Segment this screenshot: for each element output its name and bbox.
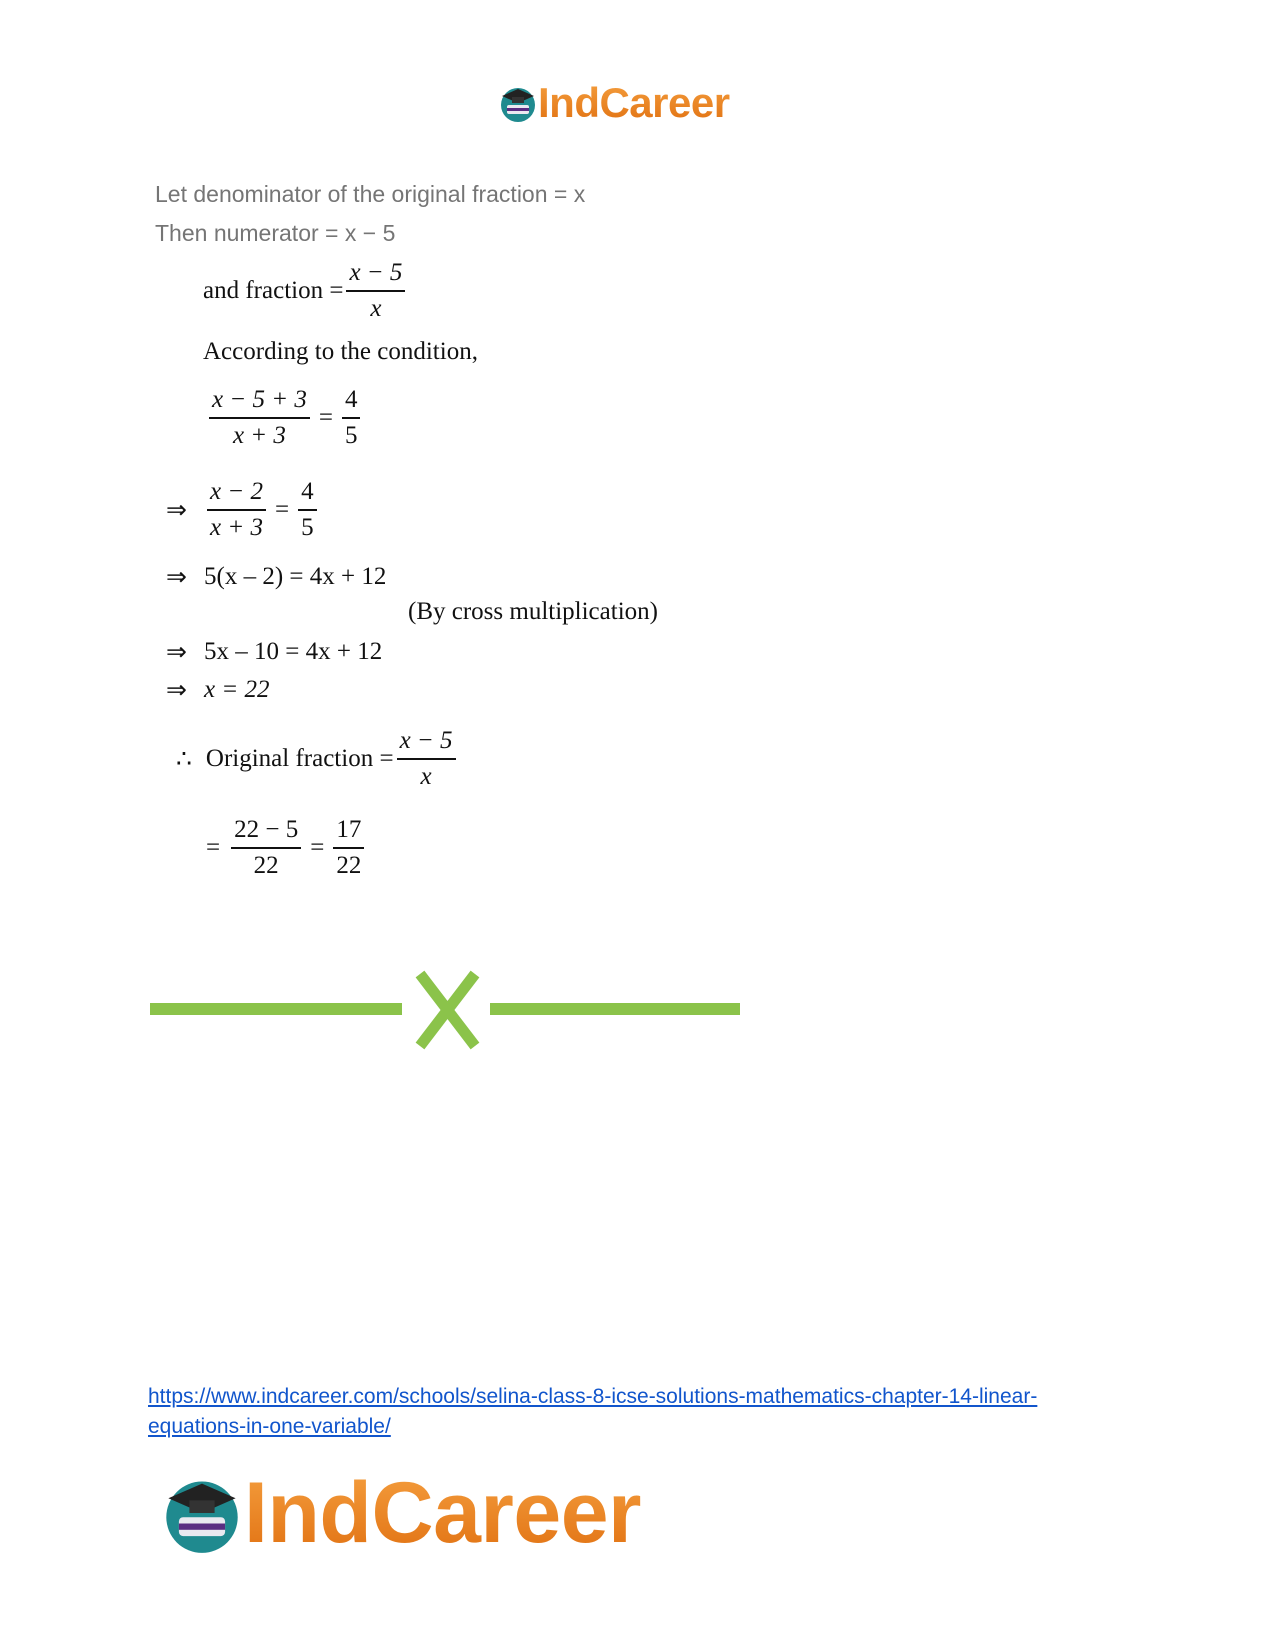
section-divider [150,970,750,1050]
equation-3 [166,562,386,592]
final-substituted-numerator: 22 − 5 [231,815,301,849]
equation-1-rhs-numerator: 4 [342,385,361,419]
graduation-book-icon [498,83,538,123]
header-logo [498,78,730,128]
original-fraction [176,726,459,792]
numerator-line: Then numerator = x − 5 [155,220,396,246]
divider-left-line [150,1003,402,1015]
source-link-line1[interactable]: https://www.indcareer.com/schools/selina-class-8-icse-solutions-mathematics-chapter-14-linear- [148,1385,1038,1408]
cross-multiplication-note: (By cross multiplication) [408,598,658,625]
equation-3-text: 5(x – 2) = 4x + 12 [204,563,387,590]
final-result-numerator: 17 [333,815,364,849]
final-answer [206,815,367,881]
equation-1-lhs-numerator: x − 5 + 3 [209,385,310,419]
fraction [346,258,405,324]
footer-logo [160,1464,641,1561]
graduation-book-icon [160,1471,244,1555]
equation-4-text: 5x – 10 = 4x + 12 [204,638,383,665]
equation-2-rhs [298,477,317,543]
equals-sign: = [310,834,325,861]
final-substituted-denominator: 22 [253,852,279,879]
final-fraction-substituted [231,815,301,881]
equation-5-text: x = 22 [204,676,270,703]
source-link[interactable] [148,1382,1037,1442]
equals-sign: = [274,496,290,523]
equation-4 [166,637,382,667]
fraction-denominator: x [370,295,382,322]
fraction-definition [203,258,408,324]
denominator-line: Let denominator of the original fraction = x [155,181,586,207]
equation-1-lhs-denominator: x + 3 [232,422,286,449]
equation-1-rhs-denominator: 5 [344,422,358,449]
source-link-line2[interactable]: equations-in-one-variable/ [148,1415,391,1438]
equation-1-lhs [209,385,310,451]
equation-2-lhs-numerator: x − 2 [207,477,266,511]
fraction-numerator: x − 5 [346,258,405,292]
equation-2-rhs-numerator: 4 [298,477,317,511]
equation-2-rhs-denominator: 5 [301,514,314,541]
equals-sign: = [206,834,221,861]
equation-1-rhs [342,385,361,451]
fraction-label: and fraction = [203,277,344,304]
divider-right-line [490,1003,740,1015]
original-fraction-value [397,726,456,792]
logo-text: IndCareer [538,79,730,126]
original-fraction-numerator: x − 5 [397,726,456,760]
implies-arrow: ⇒ [166,639,187,666]
final-result-denominator: 22 [336,852,362,879]
equation-2-lhs-denominator: x + 3 [210,514,263,541]
therefore-symbol: ∴ [176,746,192,773]
condition-line: According to the condition, [203,338,478,365]
equation-2-lhs [207,477,266,543]
implies-arrow: ⇒ [166,564,187,591]
equals-sign: = [318,404,333,431]
logo-text: IndCareer [244,1464,641,1561]
implies-arrow: ⇒ [166,677,187,704]
original-fraction-label: Original fraction = [205,745,394,772]
original-fraction-denominator: x [420,763,432,790]
equation-1 [206,385,363,451]
equation-2 [166,477,320,543]
final-fraction-result [333,815,364,881]
equation-5 [166,675,269,705]
implies-arrow: ⇒ [166,497,187,524]
